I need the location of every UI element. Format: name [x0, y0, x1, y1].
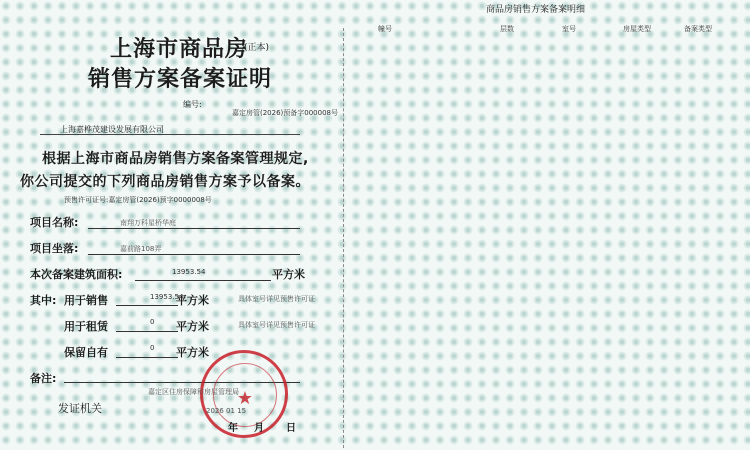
sale-label: 用于销售 — [64, 294, 108, 307]
self-held-underline — [116, 357, 178, 358]
issue-date-numbers: 2026 01 15 — [206, 407, 247, 415]
project-location-underline — [88, 254, 300, 255]
seal-star-icon: ★ — [236, 388, 254, 409]
column-header-filing-type: 备案类型 — [684, 25, 712, 33]
project-location-value: 嘉前路108弄 — [120, 245, 162, 253]
detail-sheet-title: 商品房销售方案备案明细 — [486, 5, 586, 15]
presale-permit-line: 预售许可证号:嘉定房管(2026)预字0000008号 — [64, 196, 212, 204]
area-unit: 平方米 — [272, 268, 305, 281]
area-value: 13953.54 — [172, 268, 206, 276]
usage-prefix: 其中: — [30, 294, 57, 307]
sale-value: 13953.54 — [150, 293, 184, 301]
company-underline — [40, 134, 300, 135]
issuer-label: 发证机关 — [58, 402, 102, 415]
rent-note: 具体室号详见预售许可证 — [238, 321, 315, 329]
sale-note: 具体室号详见预售许可证 — [238, 295, 315, 303]
approval-paragraph-line-1: 根据上海市商品房销售方案备案管理规定, — [42, 151, 309, 167]
project-location-label: 项目坐落: — [30, 242, 79, 255]
date-day-char: 日 — [286, 423, 296, 434]
rent-underline — [116, 331, 178, 332]
approval-paragraph-line-2: 你公司提交的下列商品房销售方案予以备案。 — [20, 174, 310, 190]
date-month-char: 月 — [254, 423, 264, 434]
date-year-char: 年 — [228, 423, 238, 434]
title-line-1: 上海市商品房 — [110, 37, 249, 62]
column-header-room: 室号 — [562, 25, 576, 33]
rent-value: 0 — [150, 318, 155, 326]
column-header-house-type: 房屋类型 — [623, 25, 651, 33]
fold-line — [343, 28, 344, 448]
column-header-floors: 层数 — [500, 25, 514, 33]
company-name: 上海嘉桦茂建设发展有限公司 — [60, 125, 164, 134]
rent-unit: 平方米 — [176, 320, 209, 333]
self-held-label: 保留自有 — [64, 346, 108, 359]
title-original-note: (正本) — [244, 43, 270, 53]
area-label: 本次备案建筑面积: — [30, 268, 123, 281]
sale-unit: 平方米 — [176, 294, 209, 307]
self-held-unit: 平方米 — [176, 346, 209, 359]
remark-label: 备注: — [30, 372, 57, 385]
project-name-value: 南翔万科星桥华庭 — [120, 219, 176, 227]
project-name-underline — [88, 228, 300, 229]
title-line-2: 销售方案备案证明 — [88, 67, 273, 92]
rent-label: 用于租赁 — [64, 320, 108, 333]
number-value: 嘉定房管(2026)预备字000008号 — [232, 109, 338, 117]
number-label: 编号: — [183, 100, 202, 109]
project-name-label: 项目名称: — [30, 216, 79, 229]
issuing-authority-name: 嘉定区住房保障和房屋管理局 — [148, 388, 239, 396]
column-header-building: 幢号 — [378, 25, 392, 33]
sale-underline — [116, 305, 178, 306]
self-held-value: 0 — [150, 344, 155, 352]
area-underline — [135, 280, 271, 281]
